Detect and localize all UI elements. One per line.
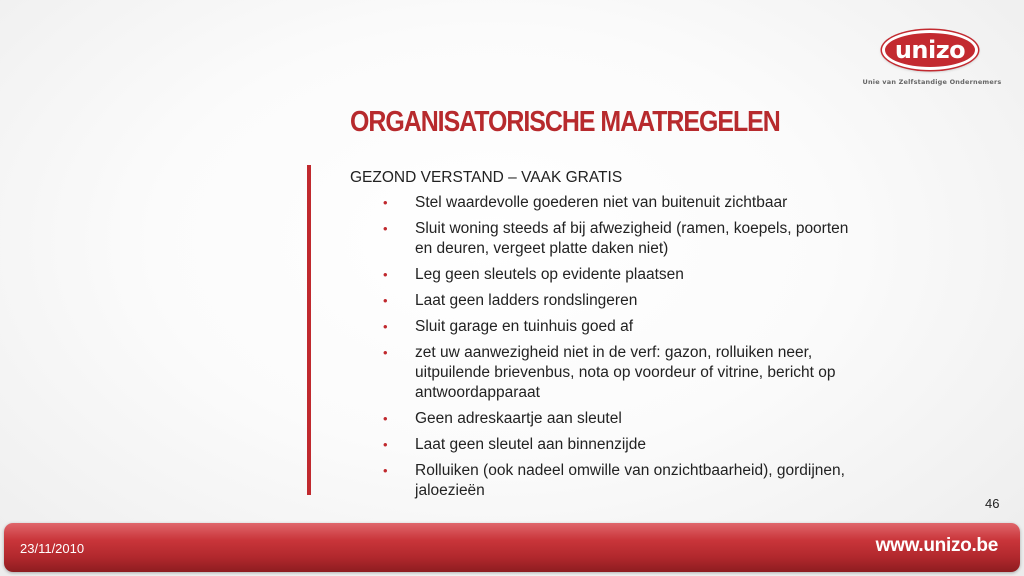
list-item-text: Sluit garage en tuinhuis goed af: [415, 318, 634, 335]
bullet-list: [350, 193, 890, 501]
list-item: [350, 219, 890, 259]
list-item-text: Leg geen sleutels op evidente plaatsen: [415, 266, 684, 283]
list-item-text: Stel waardevolle goederen niet van buitenuit zichtbaar: [415, 194, 788, 211]
logo-wordmark: unizo: [882, 30, 978, 70]
page-number: 46: [985, 496, 1000, 511]
bullet-icon: •: [383, 293, 388, 308]
footer-date: 23/11/2010: [20, 541, 85, 556]
footer-bar: [4, 523, 1020, 572]
bullet-icon: •: [383, 411, 388, 426]
bullet-icon: •: [383, 345, 388, 360]
unizo-logo: [862, 18, 1002, 92]
list-item: [350, 291, 890, 311]
logo-tagline: Unie van Zelfstandige Ondernemers: [862, 78, 1002, 86]
list-item-text: Laat geen ladders rondslingeren: [415, 292, 638, 309]
list-item-text: Laat geen sleutel aan binnenzijde: [415, 436, 646, 453]
list-item: [350, 343, 890, 403]
slide-content: [350, 168, 890, 507]
list-item: [350, 265, 890, 285]
footer-website: www.unizo.be: [875, 535, 998, 556]
accent-divider: [307, 165, 311, 495]
list-item: [350, 317, 890, 337]
bullet-icon: •: [383, 221, 388, 236]
slide-subtitle: GEZOND VERSTAND – VAAK GRATIS: [350, 169, 623, 186]
bullet-icon: •: [383, 195, 388, 210]
bullet-icon: •: [383, 319, 388, 334]
list-item: [350, 409, 890, 429]
list-item-text: Geen adreskaartje aan sleutel: [415, 410, 622, 427]
bullet-icon: •: [383, 437, 388, 452]
list-item: [350, 461, 890, 501]
list-item: [350, 193, 890, 213]
list-item-text: zet uw aanwezigheid niet in de verf: gazon, rolluiken neer, uitpuilende brievenbus, nota op voordeur of vitrine, bericht op antwoordapparaat: [415, 344, 836, 401]
bullet-icon: •: [383, 267, 388, 282]
list-item: [350, 435, 890, 455]
bullet-icon: •: [383, 463, 388, 478]
list-item-text: Sluit woning steeds af bij afwezigheid (ramen, koepels, poorten en deuren, vergeet platte daken niet): [415, 220, 849, 257]
slide-title: ORGANISATORISCHE MAATREGELEN: [350, 106, 780, 138]
list-item-text: Rolluiken (ook nadeel omwille van onzichtbaarheid), gordijnen, jaloezieën: [415, 462, 845, 499]
